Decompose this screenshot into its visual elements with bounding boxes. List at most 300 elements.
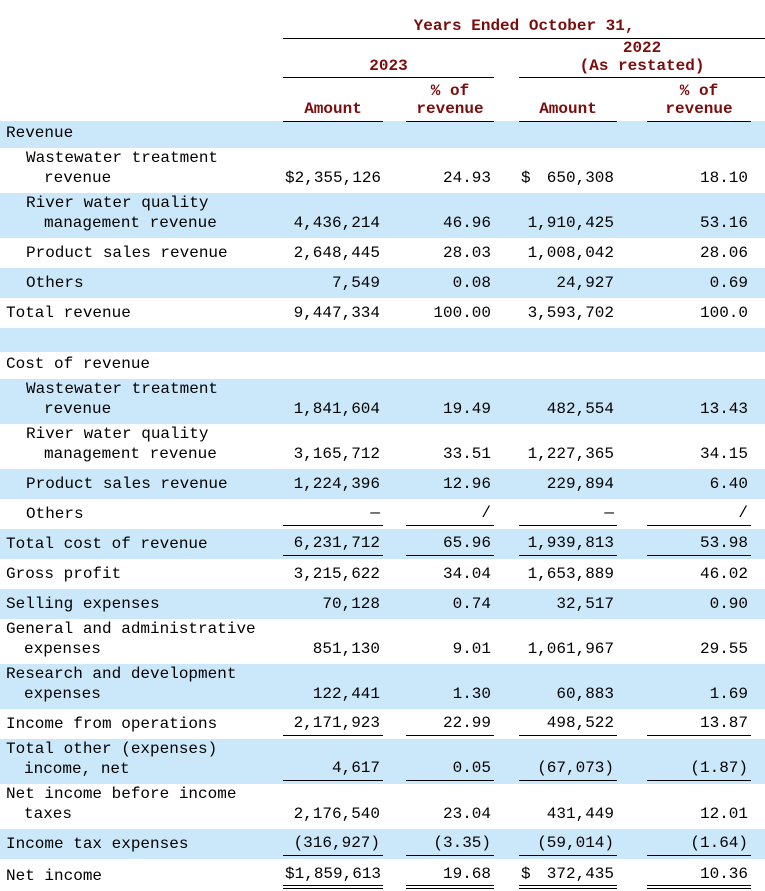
column-gap — [383, 121, 406, 148]
column-gap — [617, 589, 647, 619]
row-label: Wastewater treatment revenue — [26, 149, 219, 187]
percent-2023-cell — [406, 121, 494, 148]
amount-2023-cell — [283, 664, 383, 709]
cell-value: 6.40 — [709, 475, 748, 493]
percent-2023-cell — [406, 829, 494, 859]
row-label: Wastewater treatment revenue — [26, 380, 219, 418]
column-gap — [751, 379, 765, 424]
cell-value: — — [604, 504, 614, 522]
row-label: River water quality management revenue — [26, 425, 217, 463]
cell-value: / — [738, 504, 748, 522]
column-gap — [383, 352, 406, 379]
cell-value: 2,176,540 — [293, 805, 380, 823]
cell-value: 9.01 — [452, 640, 491, 658]
column-gap — [494, 529, 519, 559]
cell-value: (3.35) — [433, 834, 491, 852]
row-label: Revenue — [6, 124, 74, 142]
cell-value: 7,549 — [331, 274, 380, 292]
cell-value: — — [370, 504, 380, 522]
cell-value: 1,061,967 — [527, 640, 614, 658]
amount-2022-cell — [519, 664, 617, 709]
amount-header-label: Amount — [539, 99, 597, 118]
cell-value: 431,449 — [546, 805, 614, 823]
column-gap — [494, 859, 519, 891]
amount-2023-cell — [283, 469, 383, 499]
percent-header-label: % of revenue — [665, 81, 733, 118]
percent-2023-cell — [406, 424, 494, 469]
amount-2023-cell — [283, 193, 383, 238]
amount-2023-cell — [283, 424, 383, 469]
cell-value: 1,859,613 — [294, 865, 382, 883]
column-gap — [617, 268, 647, 298]
amount-2022-cell — [519, 709, 617, 739]
amount-2022-cell — [519, 589, 617, 619]
cell-value: 60,883 — [556, 685, 614, 703]
column-gap — [617, 424, 647, 469]
table-row — [0, 499, 765, 529]
column-gap — [383, 559, 406, 589]
column-gap — [617, 499, 647, 529]
cell-value: 13.43 — [699, 400, 748, 418]
column-gap — [494, 424, 519, 469]
row-label: Selling expenses — [6, 595, 160, 613]
column-gap — [494, 148, 519, 193]
column-gap — [617, 121, 647, 148]
column-gap — [617, 529, 647, 559]
table-row — [0, 268, 765, 298]
column-gap — [617, 352, 647, 379]
column-gap — [383, 859, 406, 891]
year-2022-restated-label: (As restated) — [579, 56, 705, 75]
column-gap — [617, 784, 647, 829]
cell-value: 0.90 — [709, 595, 748, 613]
year-header-row — [0, 38, 765, 77]
cell-value: 4,617 — [331, 759, 380, 777]
percent-2023-header — [406, 77, 494, 121]
cell-value: 229,894 — [546, 475, 614, 493]
row-label: Others — [26, 505, 84, 523]
table-row — [0, 829, 765, 859]
period-header-row — [0, 0, 765, 38]
cell-value: (59,014) — [537, 834, 614, 852]
amount-2023-cell — [283, 148, 383, 193]
column-gap — [383, 619, 406, 664]
cell-value: 28.06 — [699, 244, 748, 262]
cell-value: 1,653,889 — [527, 565, 614, 583]
amount-2023-cell — [283, 298, 383, 328]
cell-value: 122,441 — [312, 685, 380, 703]
percent-2022-cell — [647, 352, 751, 379]
cell-value: (67,073) — [537, 759, 614, 777]
column-gap — [617, 559, 647, 589]
column-gap — [751, 619, 765, 664]
cell-value: (316,927) — [293, 834, 380, 852]
cell-value: 3,593,702 — [527, 304, 614, 322]
column-gap — [617, 664, 647, 709]
column-gap — [617, 238, 647, 268]
row-label: Gross profit — [6, 565, 122, 583]
cell-value: 10.36 — [699, 865, 748, 883]
column-gap — [383, 379, 406, 424]
dollar-sign: $ — [521, 865, 531, 883]
percent-2022-cell — [647, 298, 751, 328]
cell-value: 650,308 — [546, 169, 614, 187]
percent-2022-cell — [647, 121, 751, 148]
column-gap — [617, 379, 647, 424]
column-header-row — [0, 77, 765, 121]
column-gap — [751, 298, 765, 328]
cell-value: 32,517 — [556, 595, 614, 613]
column-gap — [494, 379, 519, 424]
cell-value: 1,008,042 — [527, 244, 614, 262]
row-label: Others — [26, 274, 84, 292]
amount-2022-cell — [519, 469, 617, 499]
percent-2023-cell — [406, 859, 494, 891]
cell-value: 1,224,396 — [293, 475, 380, 493]
column-gap — [383, 268, 406, 298]
percent-2023-cell — [406, 298, 494, 328]
column-gap — [494, 352, 519, 379]
amount-2023-cell — [283, 238, 383, 268]
amount-2023-cell — [283, 121, 383, 148]
row-label: Product sales revenue — [26, 244, 228, 262]
row-label: Research and development expenses — [6, 665, 237, 703]
column-gap — [494, 664, 519, 709]
amount-2023-cell — [283, 709, 383, 739]
row-label: Total cost of revenue — [6, 535, 208, 553]
percent-2022-cell — [647, 829, 751, 859]
column-gap — [617, 859, 647, 891]
table-row — [0, 559, 765, 589]
cell-value: (1.64) — [690, 834, 748, 852]
row-label: Income from operations — [6, 715, 218, 733]
amount-2023-cell — [283, 829, 383, 859]
amount-header-label: Amount — [304, 99, 362, 118]
percent-2023-cell — [406, 268, 494, 298]
percent-2023-cell — [406, 784, 494, 829]
table-row — [0, 529, 765, 559]
percent-2023-cell — [406, 559, 494, 589]
percent-2022-header — [647, 77, 751, 121]
amount-2022-cell — [519, 121, 617, 148]
cell-value: 3,215,622 — [293, 565, 380, 583]
amount-2023-cell — [283, 739, 383, 784]
cell-value: 1.30 — [452, 685, 491, 703]
dollar-sign: $ — [521, 169, 531, 187]
table-row — [0, 379, 765, 424]
percent-2023-cell — [406, 589, 494, 619]
amount-2022-cell — [519, 739, 617, 784]
amount-2023-cell — [283, 352, 383, 379]
column-gap — [751, 739, 765, 784]
year-2022-header — [519, 38, 765, 77]
column-gap — [383, 589, 406, 619]
spacer-row — [0, 328, 765, 352]
percent-2023-cell — [406, 739, 494, 784]
column-gap — [617, 148, 647, 193]
column-gap — [751, 784, 765, 829]
percent-2022-cell — [647, 589, 751, 619]
column-gap — [494, 238, 519, 268]
amount-2023-header — [283, 77, 383, 121]
percent-2022-cell — [647, 664, 751, 709]
cell-value: 19.68 — [442, 865, 491, 883]
row-label: Product sales revenue — [26, 475, 228, 493]
cell-value: (1.87) — [690, 759, 748, 777]
cell-value: / — [481, 504, 491, 522]
cell-value: 3,165,712 — [293, 445, 380, 463]
year-2023-label: 2023 — [369, 56, 408, 75]
table-row — [0, 148, 765, 193]
cell-value: 46.02 — [699, 565, 748, 583]
table-row — [0, 193, 765, 238]
table-row — [0, 739, 765, 784]
cell-value: 482,554 — [546, 400, 614, 418]
amount-2023-cell — [283, 379, 383, 424]
column-gap — [751, 559, 765, 589]
amount-2022-cell — [519, 148, 617, 193]
cell-value: 24,927 — [556, 274, 614, 292]
amount-2022-cell — [519, 559, 617, 589]
column-gap — [494, 193, 519, 238]
column-gap — [494, 829, 519, 859]
column-gap — [383, 499, 406, 529]
table-row — [0, 859, 765, 891]
column-gap — [383, 238, 406, 268]
cell-value: 6,231,712 — [293, 534, 380, 552]
column-gap — [383, 739, 406, 784]
percent-header-label: % of revenue — [416, 81, 484, 118]
cell-value: 46.96 — [442, 214, 491, 232]
cell-value: 1,910,425 — [527, 214, 614, 232]
cell-value: 1.69 — [709, 685, 748, 703]
percent-2022-cell — [647, 148, 751, 193]
cell-value: 29.55 — [699, 640, 748, 658]
dollar-sign: $ — [285, 169, 295, 187]
row-label: Net income before income taxes — [6, 785, 237, 823]
percent-2022-cell — [647, 193, 751, 238]
column-gap — [383, 193, 406, 238]
amount-2023-cell — [283, 619, 383, 664]
dollar-sign: $ — [285, 865, 295, 883]
column-gap — [617, 298, 647, 328]
cell-value: 100.00 — [433, 304, 491, 322]
percent-2022-cell — [647, 238, 751, 268]
percent-2022-cell — [647, 559, 751, 589]
amount-2023-cell — [283, 499, 383, 529]
column-gap — [751, 424, 765, 469]
cell-value: 1,841,604 — [293, 400, 380, 418]
column-gap — [494, 739, 519, 784]
cell-value: 4,436,214 — [293, 214, 380, 232]
column-gap — [617, 739, 647, 784]
percent-2022-cell — [647, 784, 751, 829]
cell-value: 0.08 — [452, 274, 491, 292]
cell-value: 53.98 — [699, 534, 748, 552]
table-body — [0, 121, 765, 891]
column-gap — [494, 709, 519, 739]
amount-2022-cell — [519, 268, 617, 298]
cell-value: 9,447,334 — [293, 304, 380, 322]
cell-value: 372,435 — [546, 865, 614, 883]
row-label: Total revenue — [6, 304, 131, 322]
amount-2023-cell — [283, 589, 383, 619]
column-gap — [383, 529, 406, 559]
column-gap — [751, 829, 765, 859]
column-gap — [751, 469, 765, 499]
percent-2022-cell — [647, 268, 751, 298]
column-gap — [617, 829, 647, 859]
amount-2022-cell — [519, 379, 617, 424]
cell-value: 18.10 — [699, 169, 748, 187]
column-gap — [751, 148, 765, 193]
cell-value: 1,227,365 — [527, 445, 614, 463]
row-label: Income tax expenses — [6, 835, 189, 853]
column-gap — [494, 784, 519, 829]
column-gap — [383, 829, 406, 859]
cell-value: 22.99 — [442, 714, 491, 732]
column-gap — [617, 709, 647, 739]
column-gap — [751, 859, 765, 891]
percent-2023-cell — [406, 709, 494, 739]
percent-2023-cell — [406, 238, 494, 268]
column-gap — [383, 664, 406, 709]
cell-value: 1,939,813 — [527, 534, 614, 552]
amount-2022-cell — [519, 529, 617, 559]
section-header-row — [0, 352, 765, 379]
percent-2022-cell — [647, 619, 751, 664]
column-gap — [751, 589, 765, 619]
period-title — [283, 0, 765, 38]
cell-value: 851,130 — [312, 640, 380, 658]
cell-value: 24.93 — [442, 169, 491, 187]
table-row — [0, 619, 765, 664]
amount-2022-cell — [519, 193, 617, 238]
column-gap — [383, 709, 406, 739]
amount-2023-cell — [283, 529, 383, 559]
amount-2023-cell — [283, 268, 383, 298]
column-gap — [494, 619, 519, 664]
table-row — [0, 709, 765, 739]
column-gap — [617, 469, 647, 499]
column-gap — [383, 298, 406, 328]
cell-value: 2,355,126 — [294, 169, 382, 187]
amount-2022-cell — [519, 829, 617, 859]
cell-value: 0.74 — [452, 595, 491, 613]
amount-2022-cell — [519, 859, 617, 891]
percent-2023-cell — [406, 352, 494, 379]
percent-2023-cell — [406, 529, 494, 559]
table-row — [0, 784, 765, 829]
table-row — [0, 238, 765, 268]
cell-value: 498,522 — [546, 714, 614, 732]
column-gap — [494, 589, 519, 619]
percent-2023-cell — [406, 148, 494, 193]
amount-2023-cell — [283, 559, 383, 589]
cell-value: 34.04 — [442, 565, 491, 583]
cell-value: 0.69 — [709, 274, 748, 292]
cell-value: 23.04 — [442, 805, 491, 823]
column-gap — [751, 664, 765, 709]
table-row — [0, 424, 765, 469]
percent-2023-cell — [406, 469, 494, 499]
percent-2023-cell — [406, 379, 494, 424]
cell-value: 12.01 — [699, 805, 748, 823]
cell-value: 28.03 — [442, 244, 491, 262]
percent-2022-cell — [647, 424, 751, 469]
column-gap — [494, 298, 519, 328]
percent-2023-cell — [406, 664, 494, 709]
column-gap — [751, 121, 765, 148]
amount-2023-cell — [283, 859, 383, 891]
column-gap — [383, 424, 406, 469]
column-gap — [751, 193, 765, 238]
column-gap — [494, 499, 519, 529]
column-gap — [751, 529, 765, 559]
period-title-text: Years Ended October 31, — [413, 16, 635, 35]
cell-value: 34.15 — [699, 445, 748, 463]
cell-value: 13.87 — [699, 714, 748, 732]
amount-2022-cell — [519, 424, 617, 469]
column-gap — [494, 268, 519, 298]
amount-2022-cell — [519, 784, 617, 829]
amount-2022-cell — [519, 238, 617, 268]
column-gap — [383, 784, 406, 829]
table-row — [0, 589, 765, 619]
row-label: Total other (expenses) income, net — [6, 740, 218, 778]
percent-2022-cell — [647, 469, 751, 499]
column-gap — [751, 238, 765, 268]
percent-2023-cell — [406, 619, 494, 664]
percent-2022-cell — [647, 529, 751, 559]
year-2023-header — [283, 38, 494, 77]
column-gap — [751, 268, 765, 298]
percent-2022-cell — [647, 859, 751, 891]
amount-2023-cell — [283, 784, 383, 829]
column-gap — [494, 469, 519, 499]
year-2022-label: 2022 — [622, 38, 662, 57]
amount-2022-cell — [519, 352, 617, 379]
cell-value: 53.16 — [699, 214, 748, 232]
cell-value: 2,171,923 — [293, 714, 380, 732]
cell-value: 19.49 — [442, 400, 491, 418]
percent-2023-cell — [406, 193, 494, 238]
cell-value: 70,128 — [322, 595, 380, 613]
cell-value: 65.96 — [442, 534, 491, 552]
column-gap — [751, 499, 765, 529]
percent-2023-cell — [406, 499, 494, 529]
cell-value: 12.96 — [442, 475, 491, 493]
table-row — [0, 298, 765, 328]
column-gap — [617, 193, 647, 238]
cell-value: 100.0 — [699, 304, 748, 322]
amount-2022-cell — [519, 619, 617, 664]
row-label: Cost of revenue — [6, 355, 151, 373]
table-row — [0, 469, 765, 499]
cell-value: 0.05 — [452, 759, 491, 777]
row-label: River water quality management revenue — [26, 194, 217, 232]
cell-value: 2,648,445 — [293, 244, 380, 262]
column-gap — [751, 709, 765, 739]
column-gap — [494, 121, 519, 148]
percent-2022-cell — [647, 709, 751, 739]
percent-2022-cell — [647, 499, 751, 529]
row-label: General and administrative expenses — [6, 620, 256, 658]
amount-2022-cell — [519, 499, 617, 529]
column-gap — [383, 469, 406, 499]
percent-2022-cell — [647, 739, 751, 784]
column-gap — [617, 619, 647, 664]
